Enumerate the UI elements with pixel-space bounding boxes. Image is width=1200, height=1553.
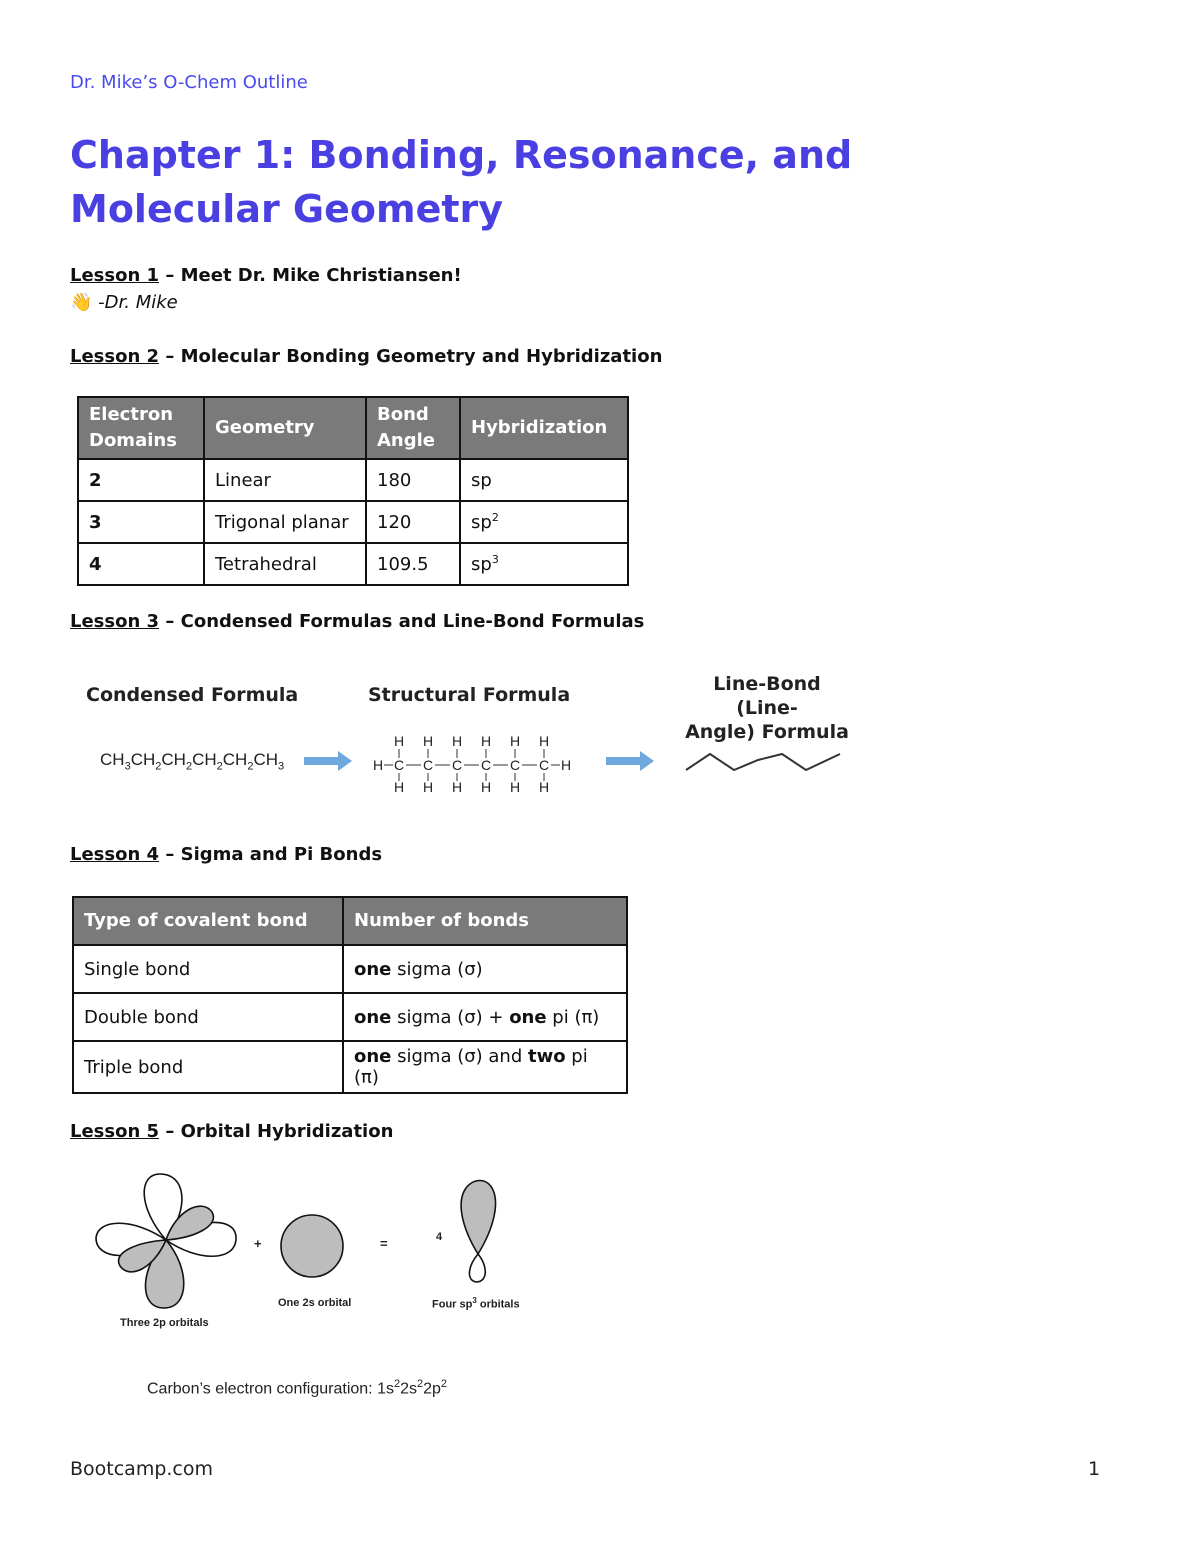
lesson-4-title: – Sigma and Pi Bonds — [159, 844, 383, 865]
bold-count: two — [527, 1046, 566, 1067]
lesson-1-heading — [70, 265, 462, 286]
arrow-shape — [606, 751, 654, 771]
bold-count: one — [354, 1006, 392, 1028]
table-header-row — [73, 897, 627, 945]
lesson-4-number: Lesson 4 — [70, 844, 160, 865]
hydrogen-atom: H — [393, 779, 405, 795]
table-row — [73, 945, 627, 993]
electron-configuration — [147, 1378, 447, 1398]
cell-domains: 4 — [78, 543, 204, 585]
lesson-2-title: – Molecular Bonding Geometry and Hybridization — [159, 346, 663, 367]
lesson-2-number: Lesson 2 — [70, 346, 160, 367]
hydrogen-atom: H — [480, 733, 492, 749]
formula-sub: 2 — [247, 760, 254, 773]
formula-sub: 2 — [155, 760, 162, 773]
config-part: Carbon’s electron configuration: 1s — [147, 1380, 394, 1398]
header-bond-angle: Bond Angle — [366, 397, 460, 459]
geometry-table — [77, 396, 629, 586]
s-orbital-sphere — [281, 1215, 343, 1277]
sp3-small-lobe — [469, 1254, 485, 1282]
structural-formula-label: Structural Formula — [368, 684, 571, 706]
line-bond-zigzag — [684, 748, 844, 778]
hydrogen-atom: H — [422, 779, 434, 795]
label-part: Four sp — [432, 1298, 473, 1311]
formula-sub: 2 — [185, 760, 193, 773]
plus-sign: + — [254, 1236, 262, 1251]
hydrogen-atom: H — [509, 779, 521, 795]
cell-hybridization — [460, 501, 628, 543]
hydrogen-atom: H — [393, 733, 405, 749]
table-row — [78, 543, 628, 585]
cell-geometry: Linear — [204, 459, 366, 501]
cell-hybridization — [460, 543, 628, 585]
config-part: 2p — [423, 1380, 441, 1398]
bold-count: one — [354, 958, 392, 980]
cell-angle: 180 — [366, 459, 460, 501]
bold-count: one — [509, 1006, 547, 1028]
formula-part: CH — [192, 750, 217, 769]
formula-part: CH — [130, 750, 156, 769]
signature: -Dr. Mike — [92, 292, 178, 313]
table-row — [73, 1041, 627, 1093]
formula-part: CH — [253, 750, 278, 769]
header-number-of-bonds: Number of bonds — [343, 897, 627, 945]
carbon-atom: C — [538, 757, 550, 773]
sp3-orbital-diagram — [452, 1178, 504, 1286]
waving-hand-icon: 👋 — [70, 292, 93, 313]
carbon-atom: C — [480, 757, 492, 773]
hydrogen-atom: H — [480, 779, 492, 795]
cell-angle: 120 — [366, 501, 460, 543]
label-sup: 3 — [472, 1296, 477, 1305]
one-2s-orbital-label: One 2s orbital — [278, 1297, 352, 1309]
hydrogen-atom: H — [538, 779, 550, 795]
hydrogen-atom: H — [422, 733, 434, 749]
lesson-3-title: – Condensed Formulas and Line-Bond Formulas — [159, 611, 645, 632]
lesson-1-number: Lesson 1 — [70, 265, 160, 286]
config-sup: 2 — [440, 1378, 448, 1390]
chapter-title: Chapter 1: Bonding, Resonance, and Molecular Geometry — [70, 133, 853, 231]
lesson-1-signature-line — [70, 292, 178, 313]
lesson-2-heading — [70, 346, 662, 367]
carbon-atom: C — [393, 757, 405, 773]
lesson-4-heading — [70, 844, 382, 865]
config-sup: 2 — [417, 1378, 424, 1390]
formula-part: CH — [161, 750, 186, 769]
formula-sub: 3 — [278, 760, 285, 773]
zigzag-line — [686, 754, 840, 770]
p-orbitals-diagram — [90, 1168, 242, 1314]
hydrogen-atom: H — [372, 757, 384, 773]
page-number: 1 — [1088, 1458, 1101, 1480]
hyb-text: sp — [471, 512, 492, 533]
equals-sign: = — [380, 1236, 388, 1251]
config-sup: 2 — [393, 1378, 401, 1390]
hydrogen-atom: H — [560, 757, 572, 773]
hyb-text: sp — [471, 470, 492, 491]
line-bond-label-line-2: Angle) Formula — [685, 721, 849, 743]
formula-sub: 3 — [124, 760, 131, 773]
cell-domains: 2 — [78, 459, 204, 501]
count-text: sigma (σ) + — [391, 1006, 510, 1028]
hydrogen-atom: H — [451, 779, 463, 795]
carbon-atom: C — [509, 757, 521, 773]
formula-part: CH — [222, 750, 248, 769]
header-electron-domains: Electron Domains — [78, 397, 204, 459]
lesson-3-heading — [70, 611, 644, 632]
three-2p-orbitals-label: Three 2p orbitals — [120, 1317, 209, 1329]
lesson-3-number: Lesson 3 — [70, 611, 160, 632]
bold-count: one — [354, 1046, 392, 1067]
header-geometry: Geometry — [204, 397, 366, 459]
four-sp3-orbitals-label — [432, 1296, 520, 1311]
lesson-1-title: – Meet Dr. Mike Christiansen! — [159, 265, 462, 286]
formula-sub: 2 — [216, 760, 223, 773]
hyb-sup: 3 — [491, 553, 499, 566]
structural-formula — [368, 730, 578, 800]
cell-geometry: Trigonal planar — [204, 501, 366, 543]
condensed-formula-label: Condensed Formula — [86, 684, 299, 706]
label-part: orbitals — [476, 1298, 520, 1311]
count-text: sigma (σ) — [391, 958, 483, 980]
footer-site: Bootcamp.com — [70, 1458, 214, 1480]
header-bond-type: Type of covalent bond — [73, 897, 343, 945]
table-row — [78, 459, 628, 501]
lesson-5-title: – Orbital Hybridization — [159, 1121, 394, 1142]
sp3-large-lobe — [461, 1181, 495, 1255]
hyb-text: sp — [471, 554, 492, 575]
table-header-row — [78, 397, 628, 459]
s-orbital-diagram — [278, 1212, 348, 1282]
line-bond-formula-label — [682, 672, 852, 744]
count-text: pi (π) — [546, 1006, 600, 1028]
cell-bond-type: Triple bond — [73, 1041, 343, 1093]
outline-title: Dr. Mike’s O-Chem Outline — [70, 72, 308, 93]
cell-hybridization — [460, 459, 628, 501]
carbon-atom: C — [451, 757, 463, 773]
condensed-formula — [100, 750, 284, 772]
line-bond-label-line-1: Line-Bond (Line- — [713, 673, 821, 719]
hydrogen-atom: H — [538, 733, 550, 749]
header-hybridization: Hybridization — [460, 397, 628, 459]
cell-angle: 109.5 — [366, 543, 460, 585]
formula-part: CH — [100, 750, 125, 769]
config-part: 2s — [400, 1380, 417, 1398]
bond-types-table — [72, 896, 628, 1094]
cell-bond-type: Double bond — [73, 993, 343, 1041]
arrow-right-icon — [304, 749, 354, 773]
lesson-5-number: Lesson 5 — [70, 1121, 160, 1142]
count-four: 4 — [436, 1231, 443, 1243]
table-row — [73, 993, 627, 1041]
count-text: pi (π) — [354, 1046, 588, 1088]
arrow-shape — [304, 751, 352, 771]
cell-bond-count — [343, 993, 627, 1041]
cell-geometry: Tetrahedral — [204, 543, 366, 585]
hyb-sup: 2 — [491, 511, 499, 524]
hydrogen-atom: H — [509, 733, 521, 749]
hydrogen-atom: H — [451, 733, 463, 749]
cell-bond-count — [343, 1041, 627, 1093]
carbon-atom: C — [422, 757, 434, 773]
table-row — [78, 501, 628, 543]
count-text: sigma (σ) and — [391, 1046, 528, 1067]
arrow-right-icon — [606, 749, 656, 773]
cell-bond-type: Single bond — [73, 945, 343, 993]
cell-domains: 3 — [78, 501, 204, 543]
cell-bond-count — [343, 945, 627, 993]
lesson-5-heading — [70, 1121, 393, 1142]
